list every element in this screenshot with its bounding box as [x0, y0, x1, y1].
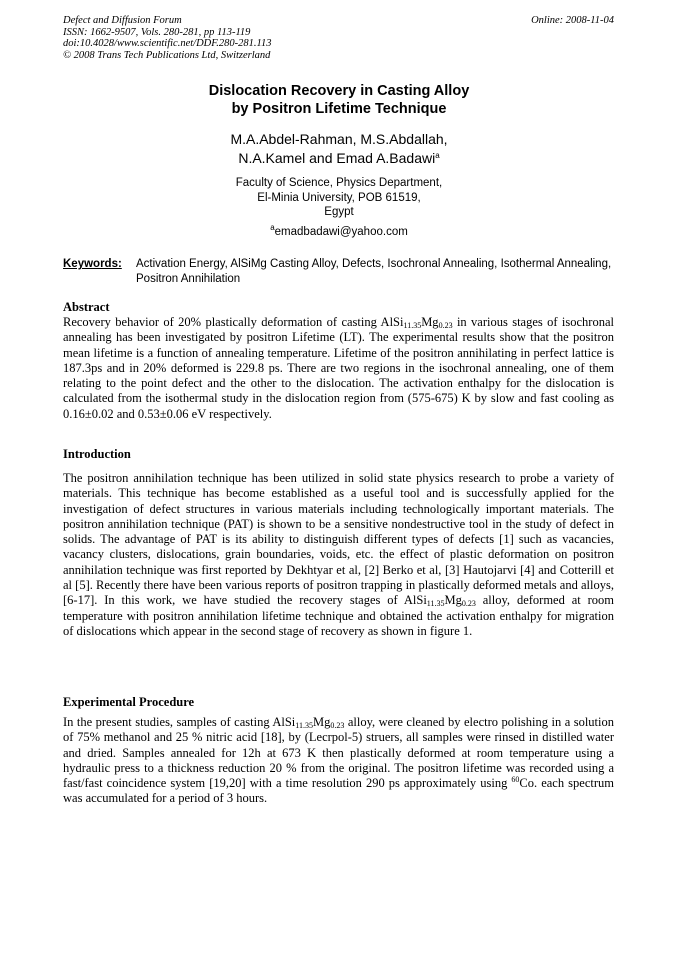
authors-line-2: [0, 149, 678, 168]
introduction-heading: Introduction: [63, 447, 131, 461]
email-mark: a: [270, 223, 275, 232]
journal-name: Defect and Diffusion Forum: [63, 15, 182, 26]
introduction-text: The positron annihilation technique has been utilized in solid state physics research to probe a variety of materials. This technique has become established as a useful tool and is successfully applied for the investigation of defect structures in various materials including technologically important materials. The positron annihilation technique (PAT) is shown to be a sensitive nondestructive tool in the study of defect in solids. The advantage of PAT is its ability to distinguish different types of defects [1] such as vacancies, vacancy clusters, dislocations, grain boundaries, voids, etc. the effect of plastic deformation on positron annihilation technique was first reported by Dekhtyar et al, [2] Berko et al, [3] Hautojarvi [4] and Cotterill et al [5]. Recently there have been various reports of positron trapping in plastically deformed metals and alloys, [6-17]. In this work, we have studied the recovery stages of $AlSi_{11.35}Mg_{0.23}$ alloy, deformed at room temperature with positron annihilation lifetime technique and obtained the activation enthalpy for migration of dislocations which appear in the second stage of recovery as shown in figure 1.: [63, 471, 614, 638]
doi: doi:10.4028/www.scientific.net/DDF.280-281.113: [63, 38, 272, 49]
authors-line-2-text: N.A.Kamel and Emad A.Badawi: [238, 150, 436, 166]
copyright: © 2008 Trans Tech Publications Ltd, Switzerland: [63, 49, 271, 61]
issn: ISSN: 1662-9507, Vols. 280-281, pp 113-119: [63, 26, 251, 38]
authors: [0, 130, 678, 168]
keywords-label: Keywords:: [63, 258, 122, 270]
affiliation-line-2: El-Minia University, POB 61519,: [257, 191, 421, 204]
experimental-section: [63, 695, 614, 807]
online-date: Online: 2008-11-04: [531, 15, 614, 26]
experimental-heading: Experimental Procedure: [63, 695, 195, 709]
authors-line-1: M.A.Abdel-Rahman, M.S.Abdallah,: [230, 131, 448, 147]
abstract-heading: Abstract: [63, 300, 110, 314]
affiliation: [0, 176, 678, 220]
email-address[interactable]: emadbadawi@yahoo.com: [274, 226, 408, 238]
keywords-text: Activation Energy, AlSiMg Casting Alloy, Defects, Isochronal Annealing, Isothermal Annealing, Positron Annihilation: [136, 258, 612, 285]
author-mark: a: [435, 151, 440, 160]
introduction-section: [63, 447, 614, 639]
paper-title: [0, 82, 678, 118]
journal-header: [63, 15, 272, 61]
abstract-text: Recovery behavior of 20% plastically deformation of casting $AlSi_{11.35}Mg_{0.23}$ in various stages of isochronal annealing has been investigated by positron Lifetime (LT). The experimental results show that the positron mean lifetime is a function of annealing temperature. Lifetime of the positron annihilating in perfect lattice is 187.3ps and in 20% deformed is 229.8 ps. There are two regions in the isochronal annealing, one of them relating to the point defect and the other to the dislocation. The activation enthalpy for the dislocation is calculated from the isothermal study in the dislocation region from (575-675) K by slow and fast cooling as 0.16±0.02 and 0.53±0.06 eV respectively.: [63, 315, 614, 421]
title-line-2: by Positron Lifetime Technique: [231, 101, 447, 117]
abstract-section: [63, 300, 614, 422]
affiliation-line-1: Faculty of Science, Physics Department,: [235, 177, 443, 189]
affiliation-line-3: Egypt: [324, 206, 354, 218]
email: [0, 225, 678, 239]
experimental-text: In the present studies, samples of casting $AlSi_{11.35}Mg_{0.23}$ alloy, were cleaned by electro polishing in a solution of 75% methanol and 25 % nitric acid [18], by (Lecrpol-5) struers, all samples were rinsed in distilled water and dried. Samples annealed for 12h at 673 K then plastically deformed at room temperature using a hydraulic press to a thickness reduction 20 % from the original. The positron lifetime was recorded using a fast/fast coincidence system [19,20] with a time resolution 290 ps approximately using $^{60}$Co. each spectrum was accumulated for a period of 3 hours.: [63, 715, 615, 806]
title-line-1: Dislocation Recovery in Casting Alloy: [208, 83, 470, 99]
